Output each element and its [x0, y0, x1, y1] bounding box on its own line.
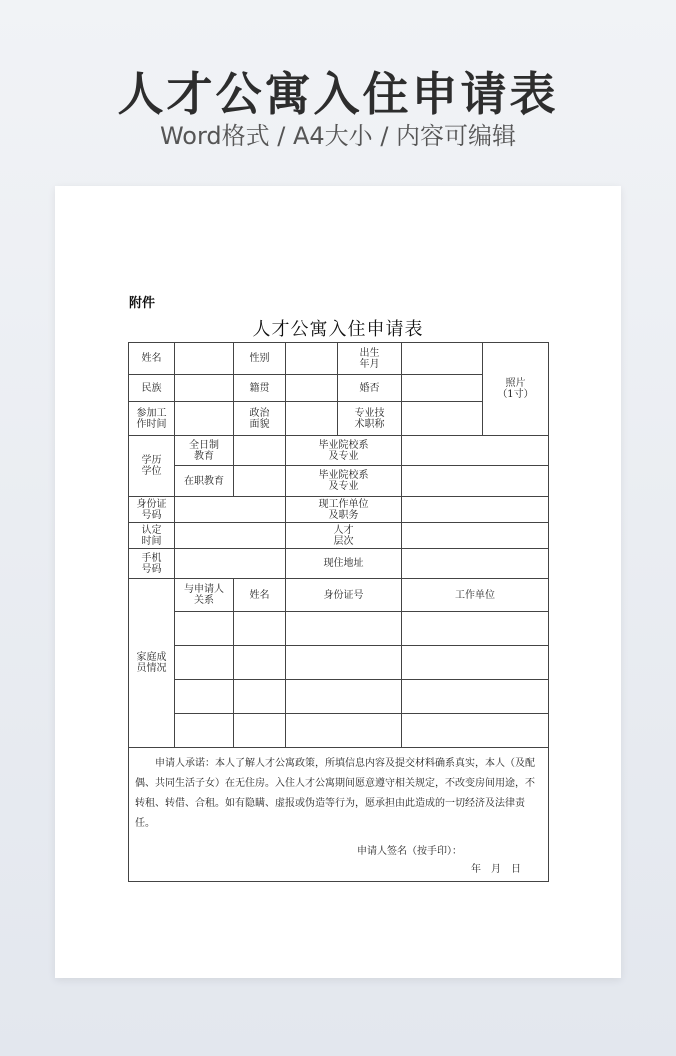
family-id-cell[interactable] [286, 612, 402, 646]
label-family: 家庭成 员情况 [129, 579, 175, 748]
form-row-edu-1 [129, 436, 549, 466]
family-name-cell[interactable] [234, 612, 286, 646]
form-row-id [129, 497, 549, 523]
family-row [129, 680, 549, 714]
label-id-number: 身份证 号码 [129, 497, 175, 523]
pledge-text: 申请人承诺：本人了解人才公寓政策，所填信息内容及提交材料确系真实，本人（及配偶、共同生活子女）在无住房。入住人才公寓期间愿意遵守相关规定，不改变房间用途，不转租、转借、合租。如有隐瞒、虚报或伪造等行为，愿承担由此造成的一切经济及法律责任。 [135, 758, 535, 829]
family-name-cell[interactable] [234, 680, 286, 714]
field-address[interactable] [402, 549, 549, 579]
form-row-phone [129, 549, 549, 579]
label-work-start: 参加工 作时间 [129, 402, 175, 436]
field-phone[interactable] [175, 549, 286, 579]
field-work-start[interactable] [175, 402, 234, 436]
field-graduate-school-2[interactable] [402, 466, 549, 497]
attachment-label: 附件 [129, 296, 156, 311]
family-work-cell[interactable] [402, 646, 549, 680]
family-header-work: 工作单位 [402, 579, 549, 612]
label-political: 政治 面貌 [234, 402, 286, 436]
pledge-row [129, 748, 549, 882]
family-row [129, 646, 549, 680]
label-graduate-school: 毕业院校系 及专业 [286, 436, 402, 466]
label-recognition-time: 认定 时间 [129, 523, 175, 549]
family-id-cell[interactable] [286, 714, 402, 748]
field-marital[interactable] [402, 375, 483, 402]
field-current-work[interactable] [402, 497, 549, 523]
family-relation-cell[interactable] [175, 646, 234, 680]
field-name[interactable] [175, 343, 234, 375]
family-header-id: 身份证号 [286, 579, 402, 612]
family-id-cell[interactable] [286, 646, 402, 680]
field-graduate-school[interactable] [402, 436, 549, 466]
label-address: 现住地址 [286, 549, 402, 579]
family-row [129, 612, 549, 646]
form-row-recognition [129, 523, 549, 549]
banner-subtitle: Word格式 / A4大小 / 内容可编辑 [159, 122, 517, 150]
family-header-name: 姓名 [234, 579, 286, 612]
label-name: 姓名 [129, 343, 175, 375]
family-relation-cell[interactable] [175, 714, 234, 748]
label-native-place: 籍贯 [234, 375, 286, 402]
label-current-work: 现工作单位 及职务 [286, 497, 402, 523]
form-row-edu-2 [129, 466, 549, 497]
field-gender[interactable] [286, 343, 338, 375]
label-gender: 性别 [234, 343, 286, 375]
signature-label: 申请人签名（按手印）： [357, 846, 462, 857]
field-political[interactable] [286, 402, 338, 436]
family-name-cell[interactable] [234, 714, 286, 748]
field-recognition-time[interactable] [175, 523, 286, 549]
family-work-cell[interactable] [402, 612, 549, 646]
family-row [129, 714, 549, 748]
family-id-cell[interactable] [286, 680, 402, 714]
family-name-cell[interactable] [234, 646, 286, 680]
label-birth: 出生 年月 [338, 343, 402, 375]
family-header-relation: 与申请人 关系 [175, 579, 234, 612]
pledge-cell [129, 748, 549, 882]
family-relation-cell[interactable] [175, 680, 234, 714]
field-parttime[interactable] [234, 466, 286, 497]
label-education: 学历 学位 [129, 436, 175, 497]
label-graduate-school-2: 毕业院校系 及专业 [286, 466, 402, 497]
photo-box[interactable]: 照片 （1寸） [483, 343, 549, 436]
form-row-basic-1 [129, 343, 549, 375]
label-prof-title: 专业技 术职称 [338, 402, 402, 436]
field-native-place[interactable] [286, 375, 338, 402]
label-fulltime: 全日制 教育 [175, 436, 234, 466]
banner-title: 人才公寓入住申请表 [117, 67, 559, 121]
form-title: 人才公寓入住申请表 [252, 319, 424, 340]
label-talent-level: 人才 层次 [286, 523, 402, 549]
label-ethnicity: 民族 [129, 375, 175, 402]
field-id-number[interactable] [175, 497, 286, 523]
family-work-cell[interactable] [402, 680, 549, 714]
family-header-row [129, 579, 549, 612]
field-fulltime[interactable] [234, 436, 286, 466]
label-phone: 手机 号码 [129, 549, 175, 579]
application-form-table [128, 342, 549, 882]
family-relation-cell[interactable] [175, 612, 234, 646]
label-parttime: 在职教育 [175, 466, 234, 497]
field-prof-title[interactable] [402, 402, 483, 436]
field-ethnicity[interactable] [175, 375, 234, 402]
date-label: 年 月 日 [471, 864, 521, 875]
family-work-cell[interactable] [402, 714, 549, 748]
field-birth[interactable] [402, 343, 483, 375]
field-talent-level[interactable] [402, 523, 549, 549]
label-marital: 婚否 [338, 375, 402, 402]
